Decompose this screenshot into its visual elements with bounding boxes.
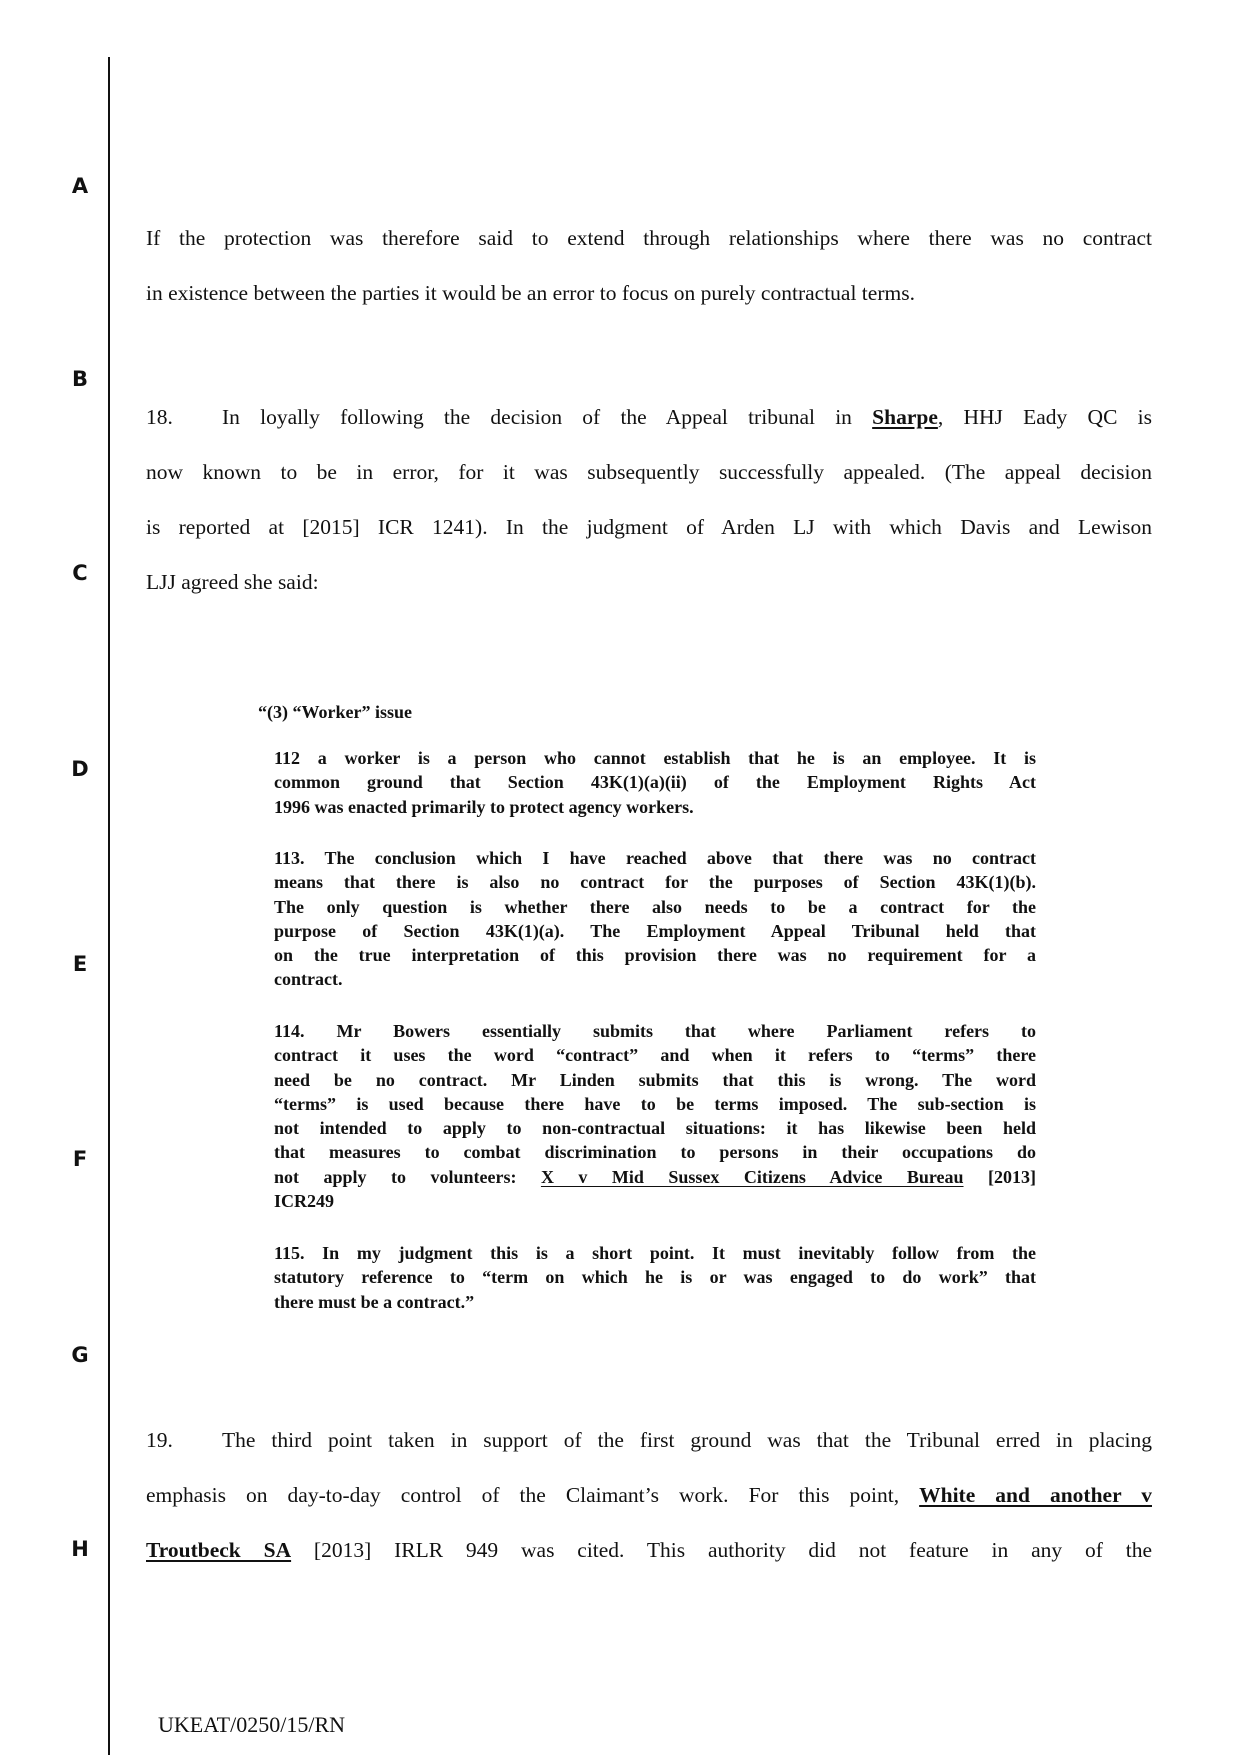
quote-paragraph-113 — [274, 846, 1036, 992]
quote-heading: “(3) “Worker” issue — [258, 702, 412, 722]
margin-rule — [108, 57, 110, 1755]
text-line: now known to be in error, for it was subsequently successfully appealed. (The appeal decision — [146, 460, 1152, 484]
margin-letter-c: C — [72, 561, 88, 585]
quote-line: The only question is whether there also needs to be a contract for the — [274, 896, 1036, 917]
quote-line: 113. The conclusion which I have reached above that there was no contract — [274, 848, 1036, 868]
text-line — [146, 1523, 1152, 1578]
quote-line: contract. — [274, 969, 343, 990]
quote-line: 1996 was enacted primarily to protect agency workers. — [274, 796, 694, 817]
quote-line: that measures to combat discrimination to persons in their occupations do — [274, 1142, 1036, 1163]
quote-line: 115. In my judgment this is a short point. It must inevitably follow from the — [274, 1243, 1036, 1263]
quote-paragraph-114 — [274, 1019, 1036, 1213]
quote-line — [274, 1165, 1036, 1189]
margin-letter-e: E — [72, 952, 88, 976]
margin-letter-g: G — [71, 1343, 89, 1367]
margin-letter-f: F — [72, 1147, 88, 1171]
text-segment: The third point taken in support of the first ground was that the Tribunal erred in placing — [222, 1428, 1152, 1452]
text-line — [146, 1413, 1152, 1468]
text-segment: , HHJ Eady QC is — [937, 405, 1152, 429]
text-segment: emphasis on day-to-day control of the Claimant’s work. For this point, — [146, 1483, 920, 1507]
text-segment: In loyally following the decision of the Appeal tribunal in — [222, 405, 873, 429]
text-segment: [2013] — [963, 1166, 1036, 1187]
quote-line: ICR249 — [274, 1191, 335, 1212]
margin-letter-b: B — [71, 367, 88, 391]
quote-line: on the true interpretation of this provision there was no requirement for a — [274, 945, 1036, 966]
text-line — [146, 390, 1152, 445]
quote-line: “terms” is used because there have to be terms imposed. The sub-section is — [274, 1093, 1036, 1114]
case-citation-white: White and another v — [919, 1483, 1152, 1507]
case-citation-sharpe: Sharpe — [872, 405, 938, 429]
quote-line: means that there is also no contract for the purposes of Section 43K(1)(b). — [274, 872, 1036, 893]
quote-line: 112 a worker is a person who cannot establish that he is an employee. It is — [274, 748, 1036, 768]
quote-paragraph-115 — [274, 1241, 1036, 1314]
text-segment: [2013] IRLR 949 was cited. This authority did not feature in any of the — [291, 1538, 1153, 1562]
case-reference-footer: UKEAT/0250/15/RN — [158, 1712, 345, 1737]
paragraph-number: 19. — [146, 1428, 173, 1452]
margin-letter-h: H — [71, 1537, 89, 1561]
text-line — [146, 1468, 1152, 1523]
quote-line: purpose of Section 43K(1)(a). The Employment Appeal Tribunal held that — [274, 920, 1036, 941]
quote-line: statutory reference to “term on which he is or was engaged to do work” that — [274, 1267, 1036, 1288]
case-citation-x-v-mid-sussex: X v Mid Sussex Citizens Advice Bureau — [540, 1166, 964, 1187]
case-citation-troutbeck: Troutbeck SA — [146, 1538, 292, 1562]
quote-line: contract it uses the word “contract” and when it refers to “terms” there — [274, 1045, 1036, 1066]
quote-line: 114. Mr Bowers essentially submits that where Parliament refers to — [274, 1021, 1036, 1041]
paragraph-19 — [146, 1413, 1152, 1578]
text-line: in existence between the parties it would be an error to focus on purely contractual terms. — [146, 281, 915, 305]
margin-letter-d: D — [71, 757, 89, 781]
quote-line: there must be a contract.” — [274, 1291, 475, 1312]
paragraph-18 — [146, 390, 1152, 610]
quote-line: common ground that Section 43K(1)(a)(ii) of the Employment Rights Act — [274, 772, 1036, 793]
margin-letter-a: A — [71, 174, 89, 198]
text-line: If the protection was therefore said to extend through relationships where there was no contract — [146, 226, 1152, 250]
quote-paragraph-112 — [274, 746, 1036, 819]
quote-line: need be no contract. Mr Linden submits that this is wrong. The word — [274, 1069, 1036, 1090]
paragraph-number: 18. — [146, 405, 173, 429]
quote-line: not intended to apply to non-contractual situations: it has likewise been held — [274, 1118, 1036, 1139]
continuation-paragraph — [146, 211, 1152, 321]
text-line: is reported at [2015] ICR 1241). In the judgment of Arden LJ with which Davis and Lewison — [146, 515, 1152, 539]
text-line: LJJ agreed she said: — [146, 570, 319, 594]
text-segment: not apply to volunteers: — [274, 1166, 541, 1187]
